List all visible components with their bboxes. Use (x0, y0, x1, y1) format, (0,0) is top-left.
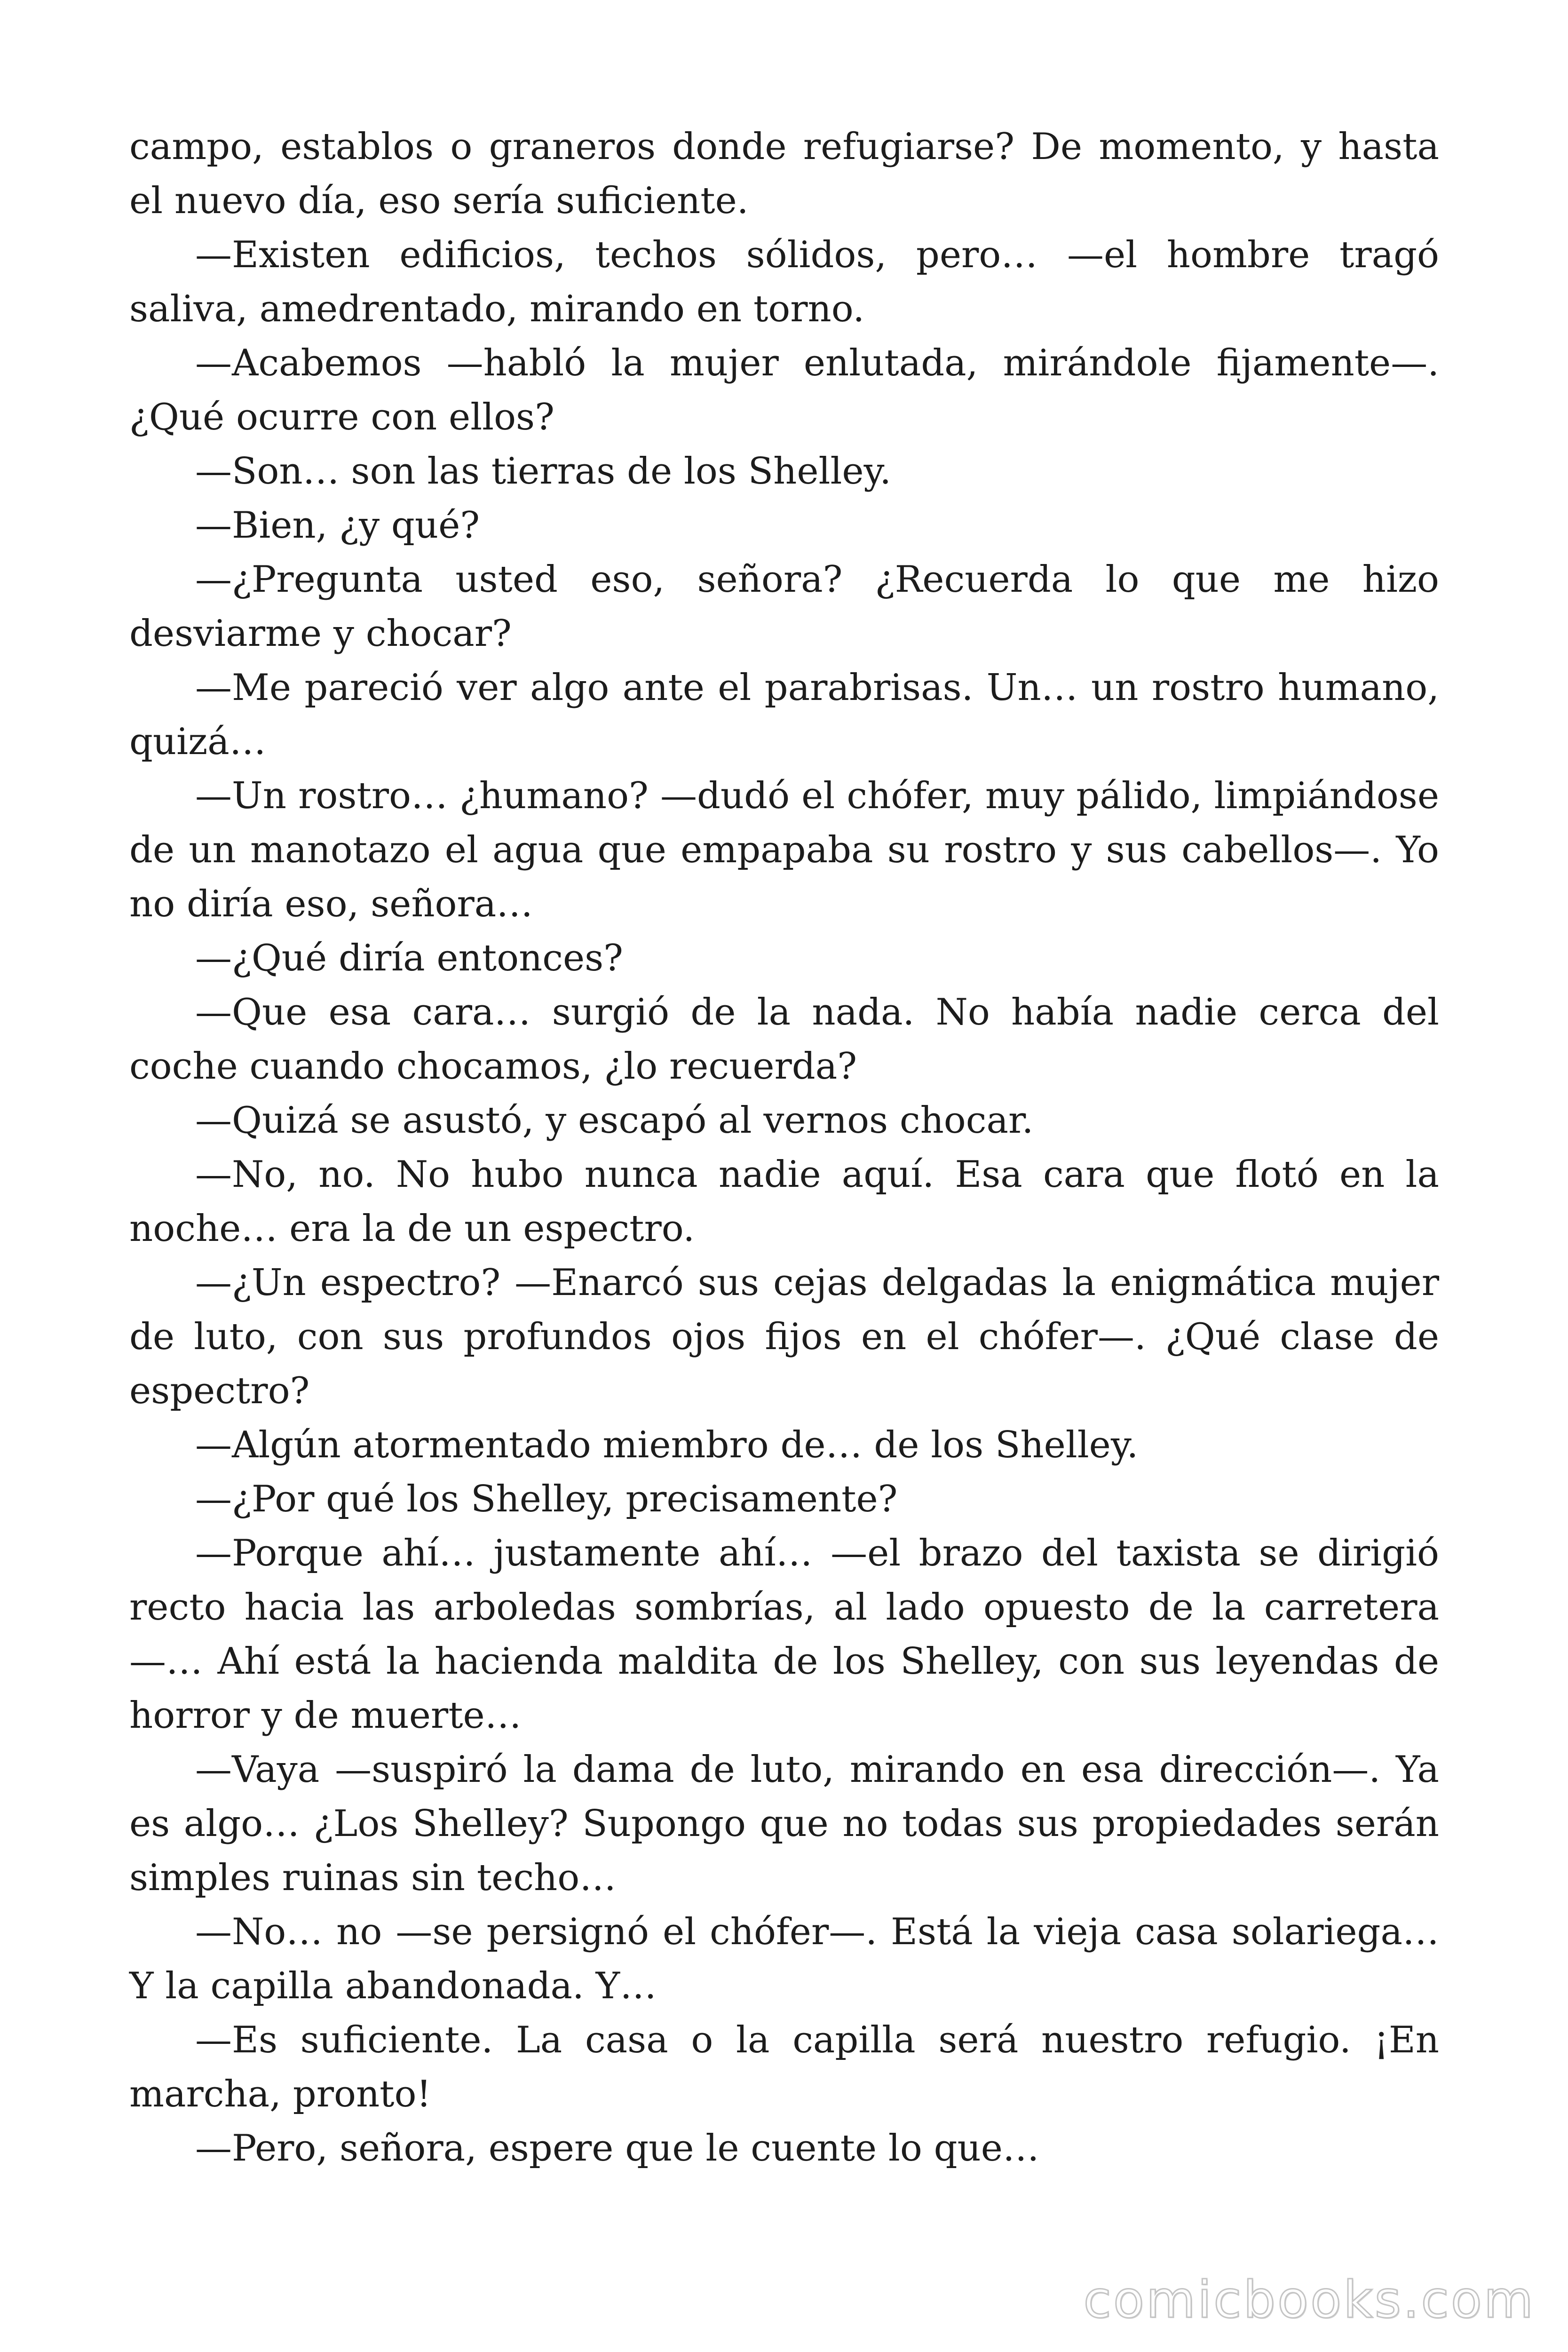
paragraph: —No… no —se persignó el chófer—. Está la vieja casa solariega… Y la capilla abandonada. Y… (129, 1911, 1439, 2007)
paragraph: —Un rostro… ¿humano? —dudó el chófer, muy pálido, limpiándose de un manotazo el agua que empapaba su rostro y sus cabellos—. Yo no diría eso, señora… (129, 775, 1439, 925)
paragraph: —Porque ahí… justamente ahí… —el brazo del taxista se dirigió recto hacia las arboledas sombrías, al lado opuesto de la carretera—… Ahí está la hacienda maldita de los Shelley, con sus leyendas de horror y de muerte… (129, 1532, 1439, 1737)
paragraph: —Pero, señora, espere que le cuente lo que… (195, 2127, 1039, 2169)
paragraph: —Bien, ¿y qué? (195, 504, 480, 547)
paragraph: —Algún atormentado miembro de… de los Shelley. (195, 1424, 1139, 1466)
paragraph: —No, no. No hubo nunca nadie aquí. Esa cara que flotó en la noche… era la de un espectro. (129, 1153, 1439, 1250)
paragraph: —Es suficiente. La casa o la capilla será nuestro refugio. ¡En marcha, pronto! (129, 2019, 1439, 2115)
watermark-logo: comicbooks.com (1083, 2271, 1535, 2329)
page-body (129, 120, 1439, 2176)
paragraph: —Que esa cara… surgió de la nada. No había nadie cerca del coche cuando chocamos, ¿lo recuerda? (129, 991, 1439, 1088)
paragraph: —¿Qué diría entonces? (195, 937, 623, 979)
paragraph: —Acabemos —habló la mujer enlutada, mirándole fijamente—. ¿Qué ocurre con ellos? (129, 342, 1439, 438)
paragraph: —Vaya —suspiró la dama de luto, mirando en esa dirección—. Ya es algo… ¿Los Shelley? Supongo que no todas sus propiedades serán simples ruinas sin techo… (129, 1748, 1439, 1899)
paragraph: —¿Un espectro? —Enarcó sus cejas delgadas la enigmática mujer de luto, con sus profundos ojos fijos en el chófer—. ¿Qué clase de espectro? (129, 1262, 1439, 1412)
paragraph: —Son… son las tierras de los Shelley. (195, 450, 892, 493)
paragraph: —¿Pregunta usted eso, señora? ¿Recuerda lo que me hizo desviarme y chocar? (129, 558, 1439, 655)
paragraph: —Existen edificios, techos sólidos, pero… —el hombre tragó saliva, amedrentado, mirando en torno. (129, 234, 1439, 330)
paragraph: —Me pareció ver algo ante el parabrisas. Un… un rostro humano, quizá… (129, 667, 1439, 763)
paragraph: —Quizá se asustó, y escapó al vernos chocar. (195, 1099, 1034, 1142)
paragraph: —¿Por qué los Shelley, precisamente? (195, 1478, 898, 1520)
paragraph: campo, establos o graneros donde refugiarse? De momento, y hasta el nuevo día, eso sería suficiente. (129, 126, 1439, 222)
